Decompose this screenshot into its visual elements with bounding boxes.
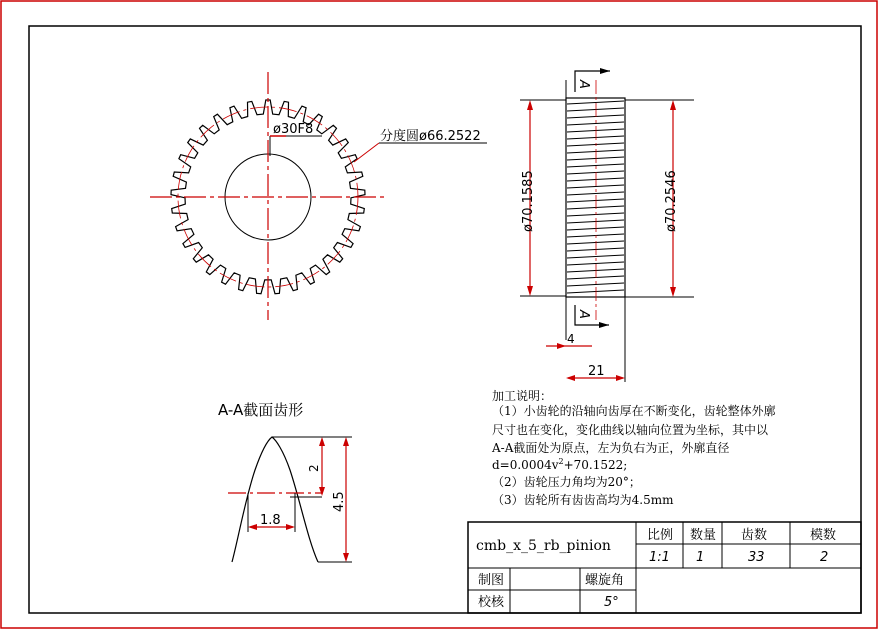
arrow <box>527 100 533 110</box>
helix-line <box>567 255 624 258</box>
notes-line-2: 尺寸也在变化，变化曲线以轴向位置为坐标，其中以 <box>492 423 769 437</box>
helix-line <box>567 171 624 174</box>
dim-small-label: 4 <box>567 332 575 346</box>
arrow <box>616 375 625 381</box>
notes-line-6: （3）齿轮所有齿齿高均为4.5mm <box>492 493 674 507</box>
value-teeth: 33 <box>748 550 765 565</box>
gear-front-view <box>150 72 487 320</box>
height-small-label: 2 <box>307 464 321 472</box>
helix-line <box>567 115 624 118</box>
arrow <box>527 286 533 296</box>
height-full-label: 4.5 <box>332 491 347 512</box>
helix-line <box>567 108 624 111</box>
arrow <box>599 322 609 328</box>
helix-line <box>567 122 624 125</box>
checked-label: 校核 <box>478 595 505 610</box>
section-aa-view <box>218 401 352 562</box>
helix-line <box>567 213 624 216</box>
arrow <box>566 375 575 381</box>
header-scale: 比例 <box>647 528 674 543</box>
helix-line <box>567 262 624 265</box>
processing-notes <box>491 388 776 507</box>
helix-line <box>567 220 624 223</box>
width-label: 1.8 <box>260 513 281 528</box>
helix-line <box>567 143 624 146</box>
header-module: 模数 <box>810 528 837 543</box>
helix-line <box>567 129 624 132</box>
arrow <box>286 524 295 530</box>
arrow <box>343 437 349 446</box>
value-qty: 1 <box>696 550 705 565</box>
helix-line <box>567 234 624 237</box>
helix-line <box>567 227 624 230</box>
arrow <box>670 100 676 110</box>
drawn-label: 制图 <box>478 573 505 588</box>
helix-line <box>567 283 624 286</box>
dim-right-label: ø70.2546 <box>664 170 679 232</box>
inner-frame <box>29 26 861 613</box>
helix-line <box>567 199 624 202</box>
helix-line <box>567 241 624 244</box>
arrow <box>670 287 676 297</box>
helix-line <box>567 101 624 104</box>
notes-line-4 <box>492 457 627 472</box>
side-body <box>566 98 625 297</box>
section-mark-top: A <box>576 80 591 89</box>
helix-line <box>567 178 624 181</box>
helix-line <box>567 276 624 279</box>
value-scale: 1:1 <box>649 550 670 565</box>
helix-label: 螺旋角 <box>585 573 625 588</box>
helix-line <box>567 269 624 272</box>
helix-line <box>567 136 624 139</box>
tooth-profile <box>232 437 318 562</box>
helix-line <box>567 164 624 167</box>
section-mark-bottom: A <box>576 310 591 319</box>
header-teeth: 齿数 <box>741 528 768 543</box>
helix-line <box>567 248 624 251</box>
notes-line-5: （2）齿轮压力角均为20°； <box>492 475 641 489</box>
pitch-leader <box>354 143 379 162</box>
arrow <box>248 524 257 530</box>
notes-line-3: A-A截面处为原点，左为负右为正，外廓直径 <box>492 441 730 455</box>
arrow <box>343 553 349 562</box>
helix-value: 5° <box>604 595 619 610</box>
formula-prefix: d=0.0004v <box>492 458 559 472</box>
helix-line <box>567 206 624 209</box>
helix-line <box>567 290 624 293</box>
part-name: cmb_x_5_rb_pinion <box>476 538 611 554</box>
arrow <box>319 437 325 446</box>
arrow <box>557 343 566 349</box>
notes-line-1: （1）小齿轮的沿轴向齿厚在不断变化，齿轮整体外廓 <box>492 404 776 418</box>
pitch-label: 分度圆ø66.2522 <box>380 129 481 144</box>
arrow <box>319 487 325 496</box>
helix-line <box>567 150 624 153</box>
arrow <box>600 68 610 74</box>
section-title: A-A截面齿形 <box>218 401 304 419</box>
helix-line <box>567 157 624 160</box>
helix-lines <box>567 101 624 293</box>
header-qty: 数量 <box>690 528 717 543</box>
helix-line <box>567 192 624 195</box>
formula-sup: 2 <box>558 457 564 466</box>
helix-line <box>567 185 624 188</box>
formula-suffix: +70.1522; <box>563 458 628 472</box>
dim-left-label: ø70.1585 <box>521 170 536 232</box>
value-module: 2 <box>820 550 829 565</box>
gear-side-view <box>520 68 694 382</box>
bore-label: ø30F8 <box>273 122 314 137</box>
dim-width-label: 21 <box>588 364 605 379</box>
notes-title: 加工说明： <box>492 389 553 403</box>
